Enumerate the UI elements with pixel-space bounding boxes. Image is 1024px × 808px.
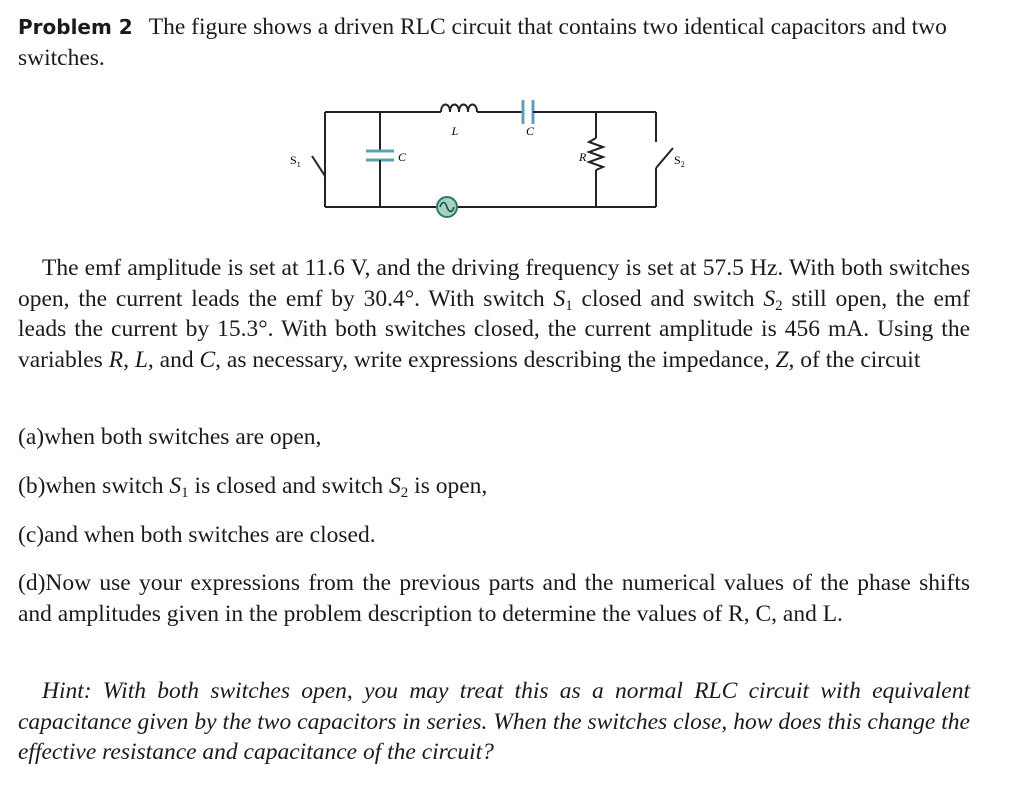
- label-capacitor-top: C: [525, 124, 535, 138]
- label-switch-s2: $S_2$: [674, 153, 685, 169]
- label-switch-s1: $S_1$: [290, 153, 301, 169]
- problem-header: [18, 12, 978, 74]
- part-c: (c)and when both switches are closed.: [18, 522, 376, 548]
- part-a: (a)when both switches are open,: [18, 424, 322, 450]
- problem-description: The emf amplitude is set at 11.6 V, and the driving frequency is set at 57.5 Hz. With both switches open, the current leads the emf by 30.4°. With switch $S_1$ closed and switch $S_2$ still open, the emf leads the current by 15.3°. With both switches closed, the current amplitude is 456 mA. Using the variables R, L, and C, as necessary, write expressions describing the impedance, Z, of the circuit: [18, 255, 970, 373]
- circuit-diagram: [284, 96, 684, 226]
- part-d: (d)Now use your expressions from the previous parts and the numerical values of the phase shifts and amplitudes given in the problem description to determine the values of R, C, and L.: [18, 570, 970, 627]
- problem-number: Problem 2: [18, 15, 133, 39]
- inductor: [441, 105, 477, 113]
- label-capacitor-left: C: [398, 150, 407, 164]
- switch-s1: [312, 156, 325, 176]
- switch-s2: [656, 148, 673, 168]
- hint: Hint: With both switches open, you may treat this as a normal RLC circuit with equivalent capacitance given by the two capacitors in series. When the switches close, how does this change the effective resistance and capacitance of the circuit?: [18, 678, 970, 766]
- resistor: [589, 138, 603, 170]
- label-inductor: L: [451, 124, 459, 138]
- problem-statement: The figure shows a driven RLC circuit that contains two identical capacitors and two switches.: [18, 14, 947, 71]
- part-b: (b)when switch $S_1$ is closed and switch $S_2$ is open,: [18, 473, 488, 501]
- label-resistor: R: [579, 150, 587, 164]
